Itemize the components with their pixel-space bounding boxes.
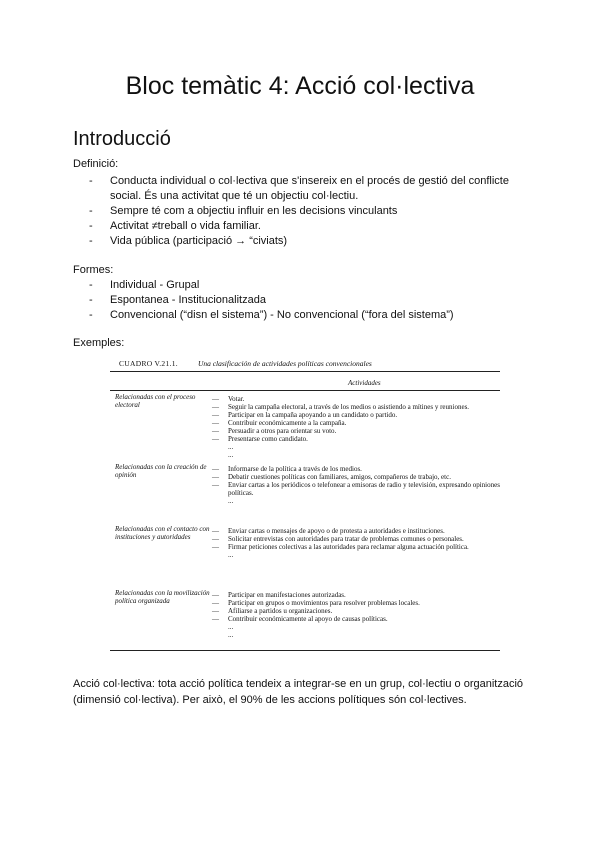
list-item: - Convencional (“disn el sistema”) - No convencional (“fora del sistema”) [89, 309, 454, 321]
formes-list [73, 278, 533, 323]
table-item: ... [228, 497, 234, 505]
list-item: - Activitat ≠treball o vida familiar. [89, 220, 261, 232]
table-item: ... [228, 631, 234, 639]
list-item: - Vida pública (participació → “civiats) [89, 235, 288, 247]
table-item-list [210, 527, 500, 559]
table-caption-number: CUADRO V.21.1. [119, 359, 178, 368]
table-item: — Contribuir económicamente al apoyo de causas políticas. [212, 615, 388, 623]
table-item-list [210, 591, 500, 639]
table-item: ... [228, 623, 234, 631]
table-item: — Participar en manifestaciones autorizadas. [212, 591, 346, 599]
table-caption-title: Una clasificación de actividades políticas convencionales [197, 359, 372, 368]
table-category: Relacionadas con la creación de opinión [115, 463, 207, 479]
table-item-list [210, 465, 500, 505]
list-item: - Conducta individual o col·lectiva que s'insereix en el procés de gestió del conflicte social. És una activitat que té un objectiu col·lectiu. [89, 175, 509, 202]
table-item: — Enviar cartas o mensajes de apoyo o de protesta a autoridades e instituciones. [212, 527, 445, 535]
section-heading: Introducció [73, 128, 171, 150]
table-item: — Solicitar entrevistas con autoridades para tratar de problemas comunes o personales. [212, 535, 464, 543]
table-item: — Contribuir económicamente a la campaña. [212, 419, 347, 427]
table-item: — Firmar peticiones colectivas a las autoridades para reclamar alguna actuación política. [212, 543, 469, 551]
table-category: Relacionadas con el contacto con instituciones y autoridades [115, 525, 210, 541]
table-item: — Persuadir a otros para orientar su voto. [212, 427, 337, 435]
definicio-list [73, 174, 533, 249]
list-item: - Individual - Grupal [89, 279, 200, 291]
table-item: — Debatir cuestiones políticas con familiares, amigos, compañeros de trabajo, etc. [212, 473, 451, 481]
table-item: — Enviar cartas a los periódicos o telefonear a emisoras de radio y televisión, expresando opiniones políticas. [212, 481, 500, 497]
table-header-activities: Actividades [348, 379, 381, 387]
table-item: — Participar en grupos o movimientos para resolver problemas locales. [212, 599, 420, 607]
table-item: ... [228, 551, 234, 559]
table-item-list [210, 395, 500, 459]
table-category: Relacionadas con el proceso electoral [115, 393, 196, 409]
table-category: Relacionadas con la movilización política organizada [115, 589, 210, 605]
table-caption [119, 359, 372, 368]
list-item: - Sempre té com a objectiu influir en les decisions vinculants [89, 205, 398, 217]
formes-label: Formes: [73, 264, 114, 276]
conclusion-paragraph: Acció col·lectiva: tota acció política tendeix a integrar-se en un grup, col·lectiu o organització (dimensió col·lectiva). Per això, el 90% de les accions polítiques són col·lectives. [73, 678, 524, 706]
definicio-label: Definició: [73, 158, 119, 170]
list-item: - Espontanea - Institucionalitzada [89, 294, 266, 306]
activities-table [110, 357, 500, 652]
table-item: — Votar. [212, 395, 245, 403]
table-rule-header [110, 390, 500, 391]
table-rule-bottom [110, 650, 500, 651]
table-item: — Afiliarse a partidos u organizaciones. [212, 607, 333, 615]
table-item: — Participar en la campaña apoyando a un candidato o partido. [212, 411, 398, 419]
page-title: Bloc temàtic 4: Acció col·lectiva [125, 72, 475, 100]
exemples-label: Exemples: [73, 337, 125, 349]
table-rule-top [110, 371, 500, 372]
table-item: ... [228, 443, 234, 451]
table-item: — Presentarse como candidato. [212, 435, 308, 443]
table-item: — Informarse de la política a través de los medios. [212, 465, 362, 473]
table-item: ... [228, 451, 234, 459]
table-item: — Seguir la campaña electoral, a través de los medios o asistiendo a mítines y reuniones. [212, 403, 470, 411]
